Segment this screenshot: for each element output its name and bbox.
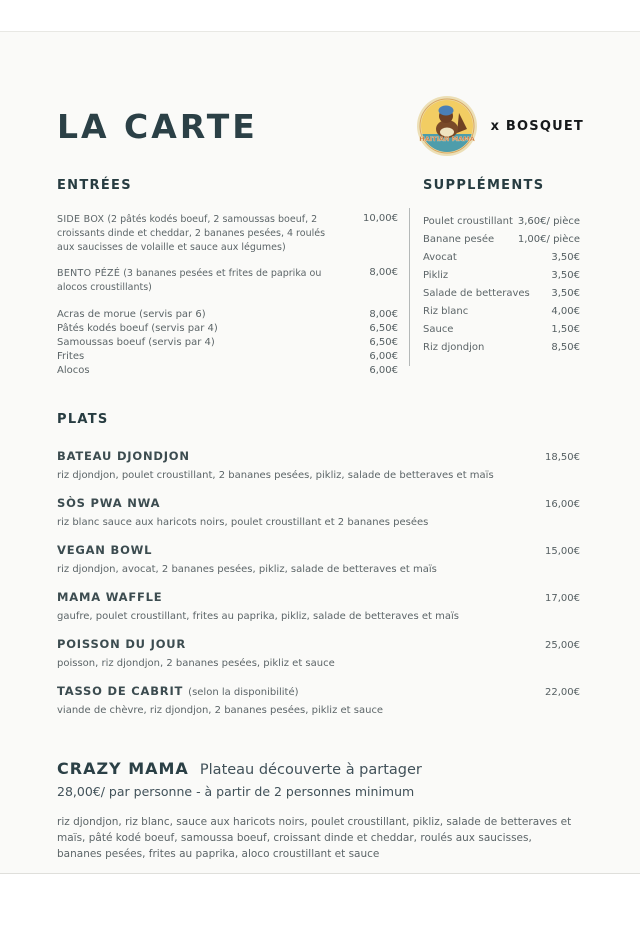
- plat-item: [57, 684, 580, 717]
- dish-price: 6,00€: [369, 350, 398, 362]
- dish-price: 6,00€: [369, 364, 398, 376]
- plat-title-row: [57, 496, 580, 512]
- dish-description: poisson, riz djondjon, 2 bananes pesées, pikliz et sauce: [57, 657, 335, 669]
- crazy-mama-tagline: Plateau découverte à partager: [199, 761, 422, 778]
- supplement-row: [423, 231, 580, 249]
- supplement-name: Sauce: [423, 324, 454, 335]
- entrees-line-list: [57, 308, 398, 378]
- crazy-mama-description: riz djondjon, riz blanc, sauce aux haricots noirs, poulet croustillant, pikliz, salade de betteraves et maïs, pâté kodé boeuf, samoussa boeuf, croissant dinde et cheddar, roulés aux saucisses, bananes pesées, frites au paprika, aloco croustillant et sauce: [57, 815, 572, 860]
- dish-price: 8,00€: [369, 267, 398, 279]
- dish-name: Frites: [57, 350, 85, 362]
- plat-title-row: [57, 684, 580, 700]
- dish-description: riz blanc sauce aux haricots noirs, poulet croustillant et 2 bananes pesées: [57, 516, 429, 528]
- logo-text: HAITIAN MAMA: [418, 135, 475, 143]
- dish-price: 25,00€: [545, 639, 580, 651]
- supplements-column: [409, 178, 580, 378]
- supplement-price: 1,50€: [551, 324, 580, 335]
- supplement-name: Pikliz: [423, 270, 449, 281]
- dish-name: BATEAU DJONDJON: [57, 448, 190, 463]
- section-heading-entrees: ENTRÉES: [57, 178, 132, 193]
- supplement-name: Riz blanc: [423, 306, 469, 317]
- menu-sheet: [0, 31, 640, 874]
- crazy-mama-price-line: 28,00€/ par personne - à partir de 2 personnes minimum: [57, 783, 415, 799]
- page-title: LA CARTE: [57, 106, 258, 146]
- dish-name: VEGAN BOWL: [57, 542, 153, 557]
- entree-item-text: [57, 267, 352, 295]
- supplement-price: 4,00€: [551, 306, 580, 317]
- section-heading-supplements: SUPPLÉMENTS: [423, 178, 545, 193]
- supplement-price: 3,60€/ pièce: [517, 216, 580, 227]
- supplement-name: Avocat: [423, 252, 457, 263]
- dish-price: 17,00€: [545, 592, 580, 604]
- dish-name: MAMA WAFFLE: [57, 589, 163, 604]
- dish-note: (selon la disponibilité): [188, 686, 299, 698]
- plats-section: [57, 412, 580, 717]
- header: [57, 94, 584, 158]
- dish-price: 6,50€: [369, 336, 398, 348]
- plat-title-row: [57, 590, 580, 606]
- dish-price: 15,00€: [545, 545, 580, 557]
- crazy-mama-name: CRAZY MAMA: [57, 758, 189, 778]
- dish-price: 22,00€: [545, 686, 580, 698]
- dish-name: TASSO DE CABRIT: [57, 683, 184, 698]
- dish-description: viande de chèvre, riz djondjon, 2 bananes pesées, pikliz et sauce: [57, 704, 384, 716]
- supplement-name: Salade de betteraves: [423, 288, 530, 299]
- dish-name: POISSON DU JOUR: [57, 636, 187, 651]
- supplement-price: 8,50€: [551, 342, 580, 353]
- column-divider: [409, 208, 410, 366]
- entrees-box-list: [57, 213, 398, 295]
- plat-item: [57, 496, 580, 529]
- collab-text: x BOSQUET: [490, 118, 584, 134]
- dish-price: 6,50€: [369, 322, 398, 334]
- dish-name: SÒS PWA NWA: [57, 495, 161, 510]
- haitian-mama-logo-icon: [416, 95, 478, 157]
- dish-price: 18,50€: [545, 451, 580, 463]
- supplement-price: 3,50€: [551, 252, 580, 263]
- entree-line-item: [57, 322, 398, 336]
- crazy-mama-section: [57, 759, 580, 862]
- dish-name: Alocos: [57, 364, 90, 376]
- supplement-row: [423, 267, 580, 285]
- supplement-row: [423, 339, 580, 357]
- dish-description: riz djondjon, avocat, 2 bananes pesées, pikliz, salade de betteraves et maïs: [57, 563, 437, 575]
- supplement-name: Poulet croustillant: [423, 216, 513, 227]
- supplement-name: Banane pesée: [423, 234, 495, 245]
- entree-item: [57, 213, 398, 254]
- dish-name: BENTO PÉZÉ: [57, 268, 121, 280]
- supplement-row: [423, 213, 580, 231]
- section-heading-plats: PLATS: [57, 411, 109, 427]
- plats-list: [57, 449, 580, 717]
- supplement-row: [423, 285, 580, 303]
- plat-item: [57, 543, 580, 576]
- dish-price: 8,00€: [369, 308, 398, 320]
- dish-name: Pâtés kodés boeuf (servis par 4): [57, 322, 218, 334]
- entree-item: [57, 267, 398, 295]
- supplement-row: [423, 303, 580, 321]
- supplement-name: Riz djondjon: [423, 342, 485, 353]
- supplement-row: [423, 249, 580, 267]
- plat-item: [57, 637, 580, 670]
- plat-title-row: [57, 543, 580, 559]
- plat-title-row: [57, 637, 580, 653]
- top-columns: [57, 178, 580, 378]
- entree-line-item: [57, 336, 398, 350]
- supplement-price: 3,50€: [551, 288, 580, 299]
- plat-item: [57, 590, 580, 623]
- dish-price: 10,00€: [363, 213, 398, 224]
- dish-name: SIDE BOX: [57, 214, 105, 225]
- supplements-list: [423, 213, 580, 357]
- entree-line-item: [57, 308, 398, 322]
- supplement-row: [423, 321, 580, 339]
- dish-name: Samoussas boeuf (servis par 4): [57, 336, 215, 348]
- dish-description: gaufre, poulet croustillant, frites au paprika, pikliz, salade de betteraves et maïs: [57, 610, 459, 622]
- plat-title-row: [57, 449, 580, 465]
- crazy-mama-title-row: [57, 759, 580, 780]
- supplement-price: 1,00€/ pièce: [517, 234, 580, 245]
- brand: [416, 95, 584, 157]
- plat-item: [57, 449, 580, 482]
- entrees-column: [57, 178, 409, 378]
- entree-line-item: [57, 350, 398, 364]
- entree-line-item: [57, 364, 398, 378]
- dish-description: riz djondjon, poulet croustillant, 2 bananes pesées, pikliz, salade de betteraves et maïs: [57, 469, 494, 481]
- dish-price: 16,00€: [545, 498, 580, 510]
- dish-description: (2 pâtés kodés boeuf, 2 samoussas boeuf, 2 croissants dinde et cheddar, 2 bananes pesées, 4 roulés aux saucisses de volaille et sauce aux légumes): [57, 214, 326, 253]
- dish-name: Acras de morue (servis par 6): [57, 308, 206, 320]
- dish-description: (3 bananes pesées et frites de paprika ou alocos croustillants): [57, 268, 322, 294]
- supplement-price: 3,50€: [551, 270, 580, 281]
- entree-item-text: [57, 213, 352, 254]
